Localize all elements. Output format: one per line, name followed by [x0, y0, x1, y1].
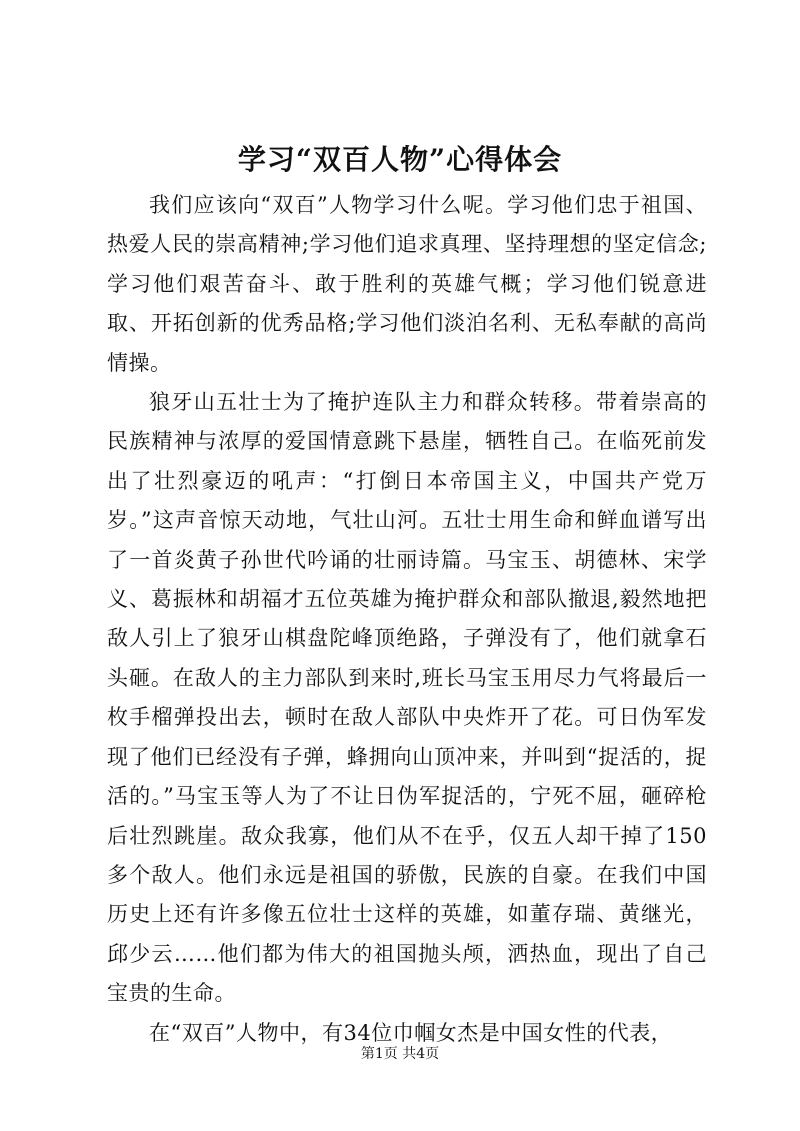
paragraph-1: 我们应该向“双百”人物学习什么呢。学习他们忠于祖国、热爱人民的崇高精神;学习他们追求真理、坚持理想的坚定信念;学习他们艰苦奋斗、敢于胜利的英雄气概；学习他们锐意进取、开拓创新的优秀品格;学习他们淡泊名利、无私奉献的高尚情操。: [107, 193, 707, 375]
paragraph-2: 狼牙山五壮士为了掩护连队主力和群众转移。带着崇高的民族精神与浓厚的爱国情意跳下悬崖，牺牲自己。在临死前发出了壮烈豪迈的吼声：“打倒日本帝国主义，中国共产党万岁。”这声音惊天动地，气壮山河。五壮士用生命和鲜血谱写出了一首炎黄子孙世代吟诵的壮丽诗篇。马宝玉、胡德林、宋学义、葛振林和胡福才五位英雄为掩护群众和部队撤退,毅然地把敌人引上了狼牙山棋盘陀峰顶绝路，子弹没有了，他们就拿石头砸。在敌人的主力部队到来时,班长马宝玉用尽力气将最后一枚手榴弹投出去，顿时在敌人部队中央炸开了花。可日伪军发现了他们已经没有子弹，蜂拥向山顶冲来，并叫到“捉活的，捉活的。”马宝玉等人为了不让日伪军捉活的，宁死不屈，砸碎枪后壮烈跳崖。敌众我寡，他们从不在乎，仅五人却干掉了150多个敌人。他们永远是祖国的骄傲，民族的自豪。在我们中国历史上还有许多像五位壮士这样的英雄，如董存瑞、黄继光，邱少云……他们都为伟大的祖国抛头颅，洒热血，现出了自己宝贵的生命。: [107, 390, 707, 1006]
document-body: [107, 186, 707, 1053]
document-title: 学习“双百人物”心得体会: [237, 143, 563, 176]
page-number-footer: 第1页 共4页: [360, 1046, 440, 1062]
paragraph-3: 在“双百”人物中，有34位巾帼女杰是中国女性的代表，: [149, 1020, 673, 1045]
